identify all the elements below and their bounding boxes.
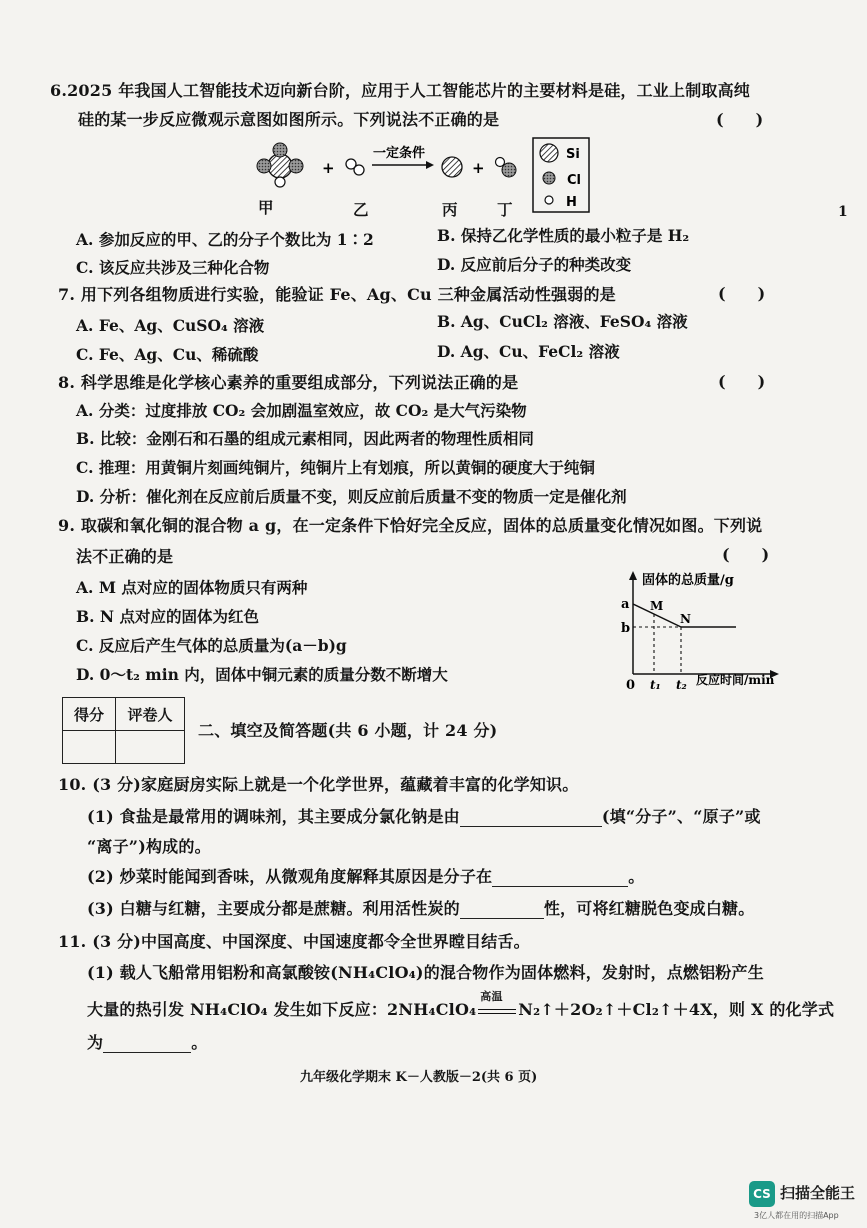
q7-option-b: B. Ag、CuCl₂ 溶液、FeSO₄ 溶液 [437,312,688,331]
x-tick-t1: t₁ [650,678,661,690]
q8-option-c: C. 推理：用黄铜片刻画纯铜片，纯铜片上有划痕，所以黄铜的硬度大于纯铜 [76,458,595,477]
y-axis-arrow [629,571,637,580]
label-jia: 甲 [258,198,274,217]
q10-part3-end: 性，可将红糖脱色变成白糖。 [543,899,755,918]
q9-mass-chart [612,568,792,690]
q8-option-a: A. 分类：过度排放 CO₂ 会加剧温室效应，故 CO₂ 是大气污染物 [76,401,527,420]
q10-part1-text: (1) 食盐是最常用的调味剂，其主要成分氯化钠是由 [87,807,460,826]
q7-option-a: A. Fe、Ag、CuSO₄ 溶液 [76,316,265,335]
plus-1: + [322,159,335,177]
q10-part3-text: (3) 白糖与红糖，主要成分都是蔗糖。利用活性炭的 [87,899,460,918]
legend-si: Si [566,147,580,162]
scanner-app-name: 扫描全能王 [780,1184,856,1202]
scanner-tagline: 3亿人都在用的扫描App [754,1211,839,1220]
q8-answer-paren: ( ) [718,372,766,391]
q8-stem: 8. 科学思维是化学核心素养的重要组成部分，下列说法正确的是 [58,373,519,392]
point-m-label: M [650,599,664,613]
q10-stem: 10. (3 分)家庭厨房实际上就是一个化学世界，蕴藏着丰富的化学知识。 [58,775,579,794]
q9-answer-paren: ( ) [722,545,770,564]
q7-option-c: C. Fe、Ag、Cu、稀硫酸 [76,345,259,364]
grader-header: 评卷人 [116,698,185,731]
grader-cell[interactable] [116,731,185,764]
q10-part2-line [87,864,644,887]
q11-condition: 高温 [480,990,503,1003]
label-bing: 丙 [442,200,458,219]
page-footer: 九年级化学期末 K－人教版－2(共 6 页) [300,1070,538,1085]
q9-option-b: B. N 点对应的固体为红色 [76,607,259,626]
legend-h: H [566,195,577,210]
score-cell[interactable] [63,731,116,764]
margin-mark: 1 [838,204,848,220]
q9-stem-line1: 9. 取碳和氧化铜的混合物 a g，在一定条件下恰好完全反应，固体的总质量变化情况如图。下列说 [58,516,763,535]
chart-xlabel: 反应时间/min [696,673,775,687]
q11-part1-line3 [87,1030,207,1053]
label-yi: 乙 [353,200,369,219]
q10-part1-line [87,804,761,827]
q10-blank-3[interactable] [460,918,544,919]
q11-blank-1[interactable] [103,1052,191,1053]
q10-part2-end: 。 [628,867,645,886]
q9-option-a: A. M 点对应的固体物质只有两种 [76,578,308,597]
origin-label: 0 [626,678,636,690]
score-header: 得分 [63,698,116,731]
q6-option-c: C. 该反应共涉及三种化合物 [76,258,270,277]
q11-stem: 11. (3 分)中国高度、中国深度、中国速度都令全世界瞠目结舌。 [58,932,530,951]
mass-chart-svg [612,568,792,690]
q6-stem-line1: 6.2025 年我国人工智能技术迈向新台阶，应用于人工智能芯片的主要材料是硅，工业上制取高纯 [50,81,751,100]
q6-option-b: B. 保持乙化学性质的最小粒子是 H₂ [437,226,690,245]
q8-option-b: B. 比较：金刚石和石墨的组成元素相同，因此两者的物理性质相同 [76,429,534,448]
q7-stem: 7. 用下列各组物质进行实验，能验证 Fe、Ag、Cu 三种金属活动性强弱的是 [58,285,616,304]
molecule-jia [257,143,303,187]
reaction-condition: 一定条件 [373,146,426,161]
q9-option-c: C. 反应后产生气体的总质量为(a－b)g [76,636,347,655]
q10-part3-line [87,896,754,919]
section-2-heading: 二、填空及简答题(共 6 小题，计 24 分) [198,721,498,740]
y-tick-b: b [621,621,631,636]
molecule-ding [496,158,517,178]
molecule-yi [346,159,364,175]
q8-option-d: D. 分析：催化剂在反应前后质量不变，则反应前后质量不变的物质一定是催化剂 [76,487,627,506]
point-n-label: N [680,612,691,626]
q6-stem-line2: 硅的某一步反应微观示意图如图所示。下列说法不正确的是 [78,110,500,129]
scanner-logo-icon: CS [749,1181,775,1207]
q6-option-a: A. 参加反应的甲、乙的分子个数比为 1∶2 [76,230,374,249]
label-ding: 丁 [497,200,513,219]
y-tick-a: a [621,597,630,612]
molecule-bing [442,157,462,177]
chart-ylabel: 固体的总质量/g [642,573,734,588]
q10-part1-hint: (填“分子”、“原子”或 [601,807,761,826]
q6-option-d: D. 反应前后分子的种类改变 [437,255,632,274]
q7-answer-paren: ( ) [718,284,766,303]
q11-answer-end: 。 [191,1033,208,1052]
q11-answer-prefix: 为 [87,1033,104,1052]
q10-blank-1[interactable] [460,826,602,827]
q11-equation-right: N₂↑＋2O₂↑＋Cl₂↑＋4X，则 X 的化学式 [518,1000,835,1019]
q7-option-d: D. Ag、Cu、FeCl₂ 溶液 [437,342,620,361]
plus-2: + [472,159,485,177]
q9-option-d: D. 0～t₂ min 内，固体中铜元素的质量分数不断增大 [76,665,448,684]
q9-stem-line2: 法不正确的是 [76,547,174,566]
score-table [62,697,185,764]
q6-reaction-diagram [240,135,600,215]
x-tick-t2: t₂ [676,678,687,690]
q10-part2-text: (2) 炒菜时能闻到香味，从微观角度解释其原因是分子在 [87,867,493,886]
q11-condition-arrow [476,990,518,1020]
reaction-svg [240,135,600,215]
q11-part1-line1: (1) 载人飞船常用铝粉和高氯酸铵(NH₄ClO₄)的混合物作为固体燃料，发射时，点燃铝粉产生 [87,963,764,982]
q10-part1-cont: “离子”)构成的。 [87,837,211,856]
legend-cl: Cl [567,173,581,188]
q11-equation-left: 大量的热引发 NH₄ClO₄ 发生如下反应：2NH₄ClO₄ [87,1000,477,1019]
q10-blank-2[interactable] [492,886,628,887]
q11-part1-line2 [87,990,835,1020]
q6-answer-paren: ( ) [716,110,764,129]
